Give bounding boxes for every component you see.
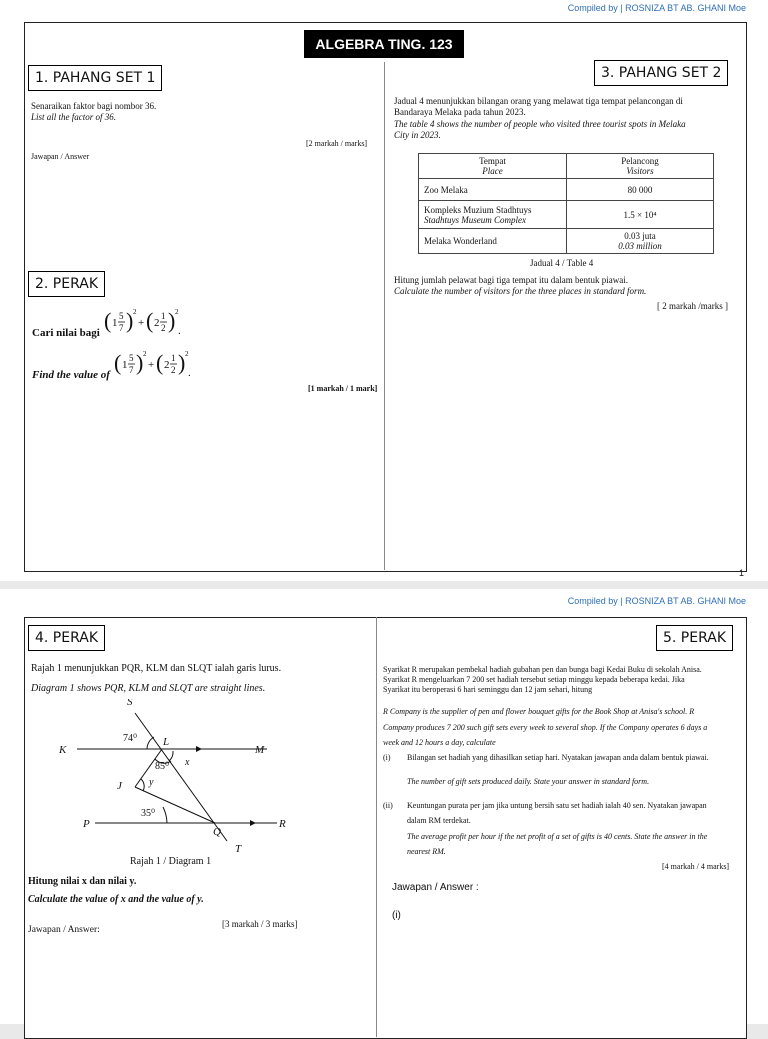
q5-ms-3: Syarikat itu beroperasi 6 hari seminggu dan 12 jam sehari, hitung <box>383 685 593 694</box>
svg-text:): ) <box>126 308 134 333</box>
angle-74-label: 74⁰ <box>123 733 138 744</box>
svg-text:2: 2 <box>161 323 166 333</box>
row-3-visitors: 0.03 juta <box>624 231 656 241</box>
svg-text:2: 2 <box>164 359 170 371</box>
table-row <box>419 229 714 254</box>
label-p: P <box>83 818 90 830</box>
angle-arc-x <box>169 751 173 761</box>
q1-marks: [2 markah / marks] <box>306 139 368 148</box>
angle-85-label: 85⁰ <box>155 761 170 772</box>
q5-en-2: Company produces 7 200 such gift sets every week to several shop. If the Company operates 6 days a <box>383 723 708 732</box>
q4-answer-label: Jawapan / Answer: <box>28 925 100 935</box>
q1-text-en: List all the factor of 36. <box>31 112 117 122</box>
q4-marks: [3 markah / 3 marks] <box>222 919 298 929</box>
q2-expression-ms <box>104 304 184 340</box>
svg-text:): ) <box>168 308 176 333</box>
svg-text:2: 2 <box>175 308 179 316</box>
compiled-by-header: Compiled by | ROSNIZA BT AB. GHANI Moe <box>567 3 746 13</box>
table-header-row <box>419 154 714 179</box>
q2-prompt-ms: Cari nilai bagi <box>32 327 100 339</box>
label-r: R <box>279 818 286 830</box>
svg-text:1: 1 <box>122 359 128 371</box>
q5-part-ii-en-1: The average profit per hour if the net profit of a set of gifts is 40 cents. State the answer in the <box>407 832 708 841</box>
svg-text:7: 7 <box>119 323 124 333</box>
svg-text:+: + <box>148 359 155 371</box>
svg-text:+: + <box>138 317 145 329</box>
question-4-label: 4. PERAK <box>28 625 105 651</box>
page-title: ALGEBRA TING. 123 <box>304 30 464 58</box>
svg-text:(: ( <box>156 350 164 375</box>
q3-marks: [ 2 markah /marks ] <box>657 301 728 311</box>
q4-task-ms: Hitung nilai x dan nilai y. <box>28 876 137 887</box>
geometry-diagram <box>55 699 305 859</box>
q5-en-3: week and 12 hours a day, calculate <box>383 738 496 747</box>
angle-y-label: y <box>149 777 154 788</box>
q3-task-ms: Hitung jumlah pelawat bagi tiga tempat itu dalam bentuk piawai. <box>394 275 628 285</box>
q1-answer-label: Jawapan / Answer <box>31 152 90 161</box>
q2-prompt-en: Find the value of <box>32 369 110 381</box>
visitors-table <box>418 153 714 254</box>
label-l: L <box>163 736 170 748</box>
row-2-place: Kompleks Muzium Stadhtuys <box>424 204 532 215</box>
angle-arc-y <box>141 779 144 791</box>
q5-part-ii-en-2: nearest RM. <box>407 847 446 856</box>
q5-part-i-ms: Bilangan set hadiah yang dihasilkan setiap hari. Nyatakan jawapan anda dalam bentuk piawai. <box>407 753 709 762</box>
page-2 <box>0 589 768 1024</box>
angle-x-label: x <box>185 757 190 768</box>
label-j: J <box>117 780 122 792</box>
row-2-visitors: 1.5 × 10⁴ <box>567 201 714 229</box>
q5-answer-label: Jawapan / Answer : <box>392 882 479 893</box>
compiled-by-header: Compiled by | ROSNIZA BT AB. GHANI Moe <box>567 596 746 606</box>
q3-task-en: Calculate the number of visitors for the three places in standard form. <box>394 286 647 296</box>
label-s: S <box>127 699 133 708</box>
svg-text:1: 1 <box>112 317 118 329</box>
header-visitors-ms: Pelancong <box>621 156 659 166</box>
question-1-label: 1. PAHANG SET 1 <box>28 65 162 91</box>
row-1-place: Zoo Melaka <box>419 179 567 201</box>
row-1-visitors: 80 000 <box>567 179 714 201</box>
q5-part-ii-number: (ii) <box>383 801 393 810</box>
svg-text:(: ( <box>114 350 122 375</box>
q5-part-ii-ms-1: Keuntungan purata per jam jika untung bersih satu set hadiah ialah 40 sen. Nyatakan jawapan <box>407 801 707 810</box>
question-3-label: 3. PAHANG SET 2 <box>594 60 728 86</box>
q4-intro-en: Diagram 1 shows PQR, KLM and SLQT are straight lines. <box>31 683 266 694</box>
label-q: Q <box>213 826 221 838</box>
q5-ms-1: Syarikat R merupakan pembekal hadiah gubahan pen dan bunga bagi Kedai Buku di sekolah Anisa. <box>383 665 702 674</box>
svg-text:): ) <box>178 350 186 375</box>
svg-text:.: . <box>188 367 191 379</box>
q5-answer-part-i: (i) <box>392 910 401 921</box>
q5-part-i-en: The number of gift sets produced daily. State your answer in standard form. <box>407 777 650 786</box>
svg-text:1: 1 <box>171 353 176 363</box>
label-k: K <box>59 744 67 756</box>
table-row <box>419 179 714 201</box>
table-row <box>419 201 714 229</box>
angle-arc-35 <box>163 807 167 823</box>
q5-part-i-number: (i) <box>383 753 391 762</box>
svg-text:.: . <box>178 325 181 337</box>
svg-text:5: 5 <box>129 353 134 363</box>
svg-text:2: 2 <box>154 317 160 329</box>
q4-intro-ms: Rajah 1 menunjukkan PQR, KLM dan SLQT ialah garis lurus. <box>31 663 282 674</box>
q5-marks: [4 markah / 4 marks] <box>662 862 730 871</box>
q5-ms-2: Syarikat R mengeluarkan 7 200 set hadiah tersebut setiap minggu kepada beberapa kedai. Jika <box>383 675 685 684</box>
q2-expression-en <box>114 346 194 382</box>
svg-text:(: ( <box>104 308 112 333</box>
question-2-label: 2. PERAK <box>28 271 105 297</box>
label-t: T <box>235 843 242 855</box>
svg-text:(: ( <box>146 308 154 333</box>
q4-task-en: Calculate the value of x and the value of y. <box>28 894 204 905</box>
svg-text:2: 2 <box>185 350 189 358</box>
column-divider <box>376 617 377 1037</box>
row-3-visitors-en: 0.03 million <box>618 241 662 251</box>
svg-text:7: 7 <box>129 365 134 375</box>
q3-intro-en-1: The table 4 shows the number of people who visited three tourist spots in Melaka <box>394 119 686 129</box>
header-place-ms: Tempat <box>479 156 506 166</box>
page-number: 1 <box>738 568 744 578</box>
label-m: M <box>255 744 265 756</box>
svg-text:5: 5 <box>119 311 124 321</box>
q1-text-ms: Senaraikan faktor bagi nombor 36. <box>31 101 157 111</box>
q3-intro-ms-1: Jadual 4 menunjukkan bilangan orang yang melawat tiga tempat pelancongan di <box>394 96 683 106</box>
svg-text:2: 2 <box>171 365 176 375</box>
row-3-place: Melaka Wonderland <box>419 229 567 254</box>
svg-text:2: 2 <box>143 350 147 358</box>
q3-intro-ms-2: Bandaraya Melaka pada tahun 2023. <box>394 107 526 117</box>
angle-35-label: 35⁰ <box>141 808 156 819</box>
q5-en-1: R Company is the supplier of pen and flower bouquet gifts for the Book Shop at Anisa's school. R <box>383 707 695 716</box>
q5-part-ii-ms-2: dalam RM terdekat. <box>407 816 471 825</box>
q2-marks: [1 markah / 1 mark] <box>308 384 378 393</box>
svg-text:2: 2 <box>133 308 137 316</box>
q3-intro-en-2: City in 2023. <box>394 130 441 140</box>
diagram-caption: Rajah 1 / Diagram 1 <box>130 856 212 867</box>
row-2-place-en: Stadhtuys Museum Complex <box>424 214 526 225</box>
table-caption: Jadual 4 / Table 4 <box>530 258 594 268</box>
question-5-label: 5. PERAK <box>656 625 733 651</box>
header-place-en: Place <box>482 166 503 176</box>
svg-text:1: 1 <box>161 311 166 321</box>
column-divider <box>384 62 385 570</box>
svg-text:): ) <box>136 350 144 375</box>
header-visitors-en: Visitors <box>626 166 654 176</box>
